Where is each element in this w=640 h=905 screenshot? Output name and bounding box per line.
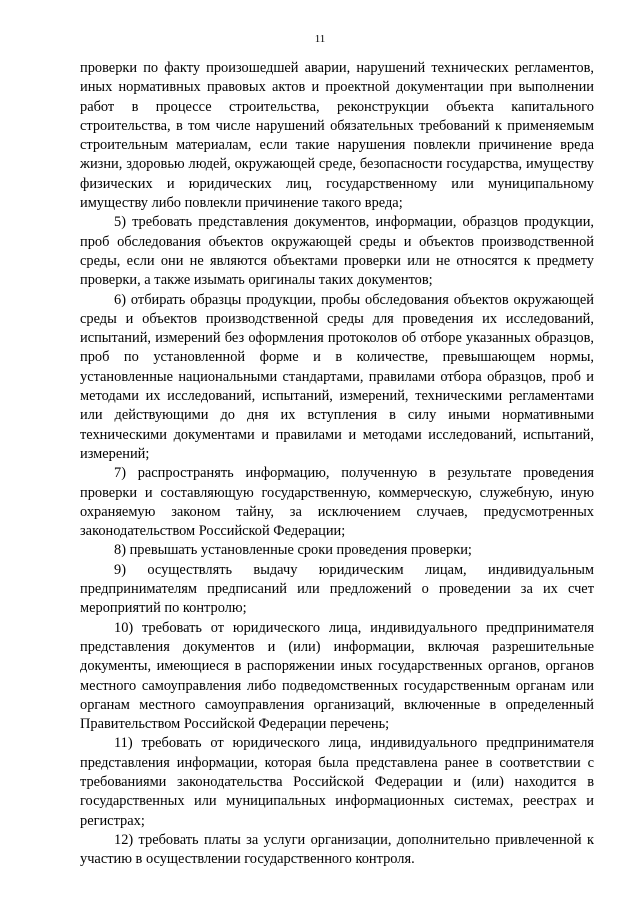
list-item-8: 8) превышать установленные сроки проведения проверки; <box>114 542 472 559</box>
document-body <box>80 59 594 869</box>
list-item-11: 11) требовать от юридического лица, индивидуального предпринимателя представления информации, которая была представлена ранее в соответствии с требованиями законодательства Российской Федерации и (или) находится в государственных или муниципальных информационных системах, реестрах и регистрах; <box>80 735 594 829</box>
page-number: 11 <box>314 33 326 45</box>
list-item-12: 12) требовать платы за услуги организации, дополнительно привлеченной к участию в осуществлении государственного контроля. <box>80 831 594 868</box>
list-item-5: 5) требовать представления документов, информации, образцов продукции, проб обследования объектов окружающей среды и объектов производственной среды, если они не являются объектами проверки или не относятся к предмету проверки, а также изымать оригиналы таких документов; <box>80 214 594 289</box>
list-item-10: 10) требовать от юридического лица, индивидуального предпринимателя представления документов и (или) информации, включая разрешительные документы, имеющиеся в распоряжении иных государственных органов, органов местного самоуправления либо подведомственных государственным органам или органам местного самоуправления организаций, включенные в определенный Правительством Российской Федерации перечень; <box>80 619 594 733</box>
list-item-6: 6) отбирать образцы продукции, пробы обследования объектов окружающей среды и объектов производственной среды для проведения их исследований, испытаний, измерений без оформления протоколов об отборе указанных образцов, проб по установленной форме и в количестве, превышающем нормы, установленные национальными стандартами, правилами отбора образцов, проб и методами их исследований, испытаний, измерений, техническими регламентами или действующими до дня их вступления в силу иными нормативными техническими документами и правилами и методами исследований, испытаний, измерений; <box>80 291 594 462</box>
list-item-7: 7) распространять информацию, полученную в результате проведения проверки и составляющую государственную, коммерческую, служебную, иную охраняемую законом тайну, за исключением случаев, предусмотренных законодательством Российской Федерации; <box>80 465 594 540</box>
list-item-9: 9) осуществлять выдачу юридическим лицам, индивидуальным предпринимателям предписаний или предложений о проведении за их счет мероприятий по контролю; <box>80 561 594 617</box>
paragraph-continuation: проверки по факту произошедшей аварии, нарушений технических регламентов, иных нормативных правовых актов и проектной документации при выполнении работ в процессе строительства, реконструкции объекта капитального строительства, в том числе нарушений обязательных требований к применяемым строительным материалам, если такие нарушения повлекли причинение вреда жизни, здоровью людей, окружающей среде, безопасности государства, имуществу физических и юридических лиц, государственному или муниципальному имуществу либо повлекли причинение такого вреда; <box>80 60 594 212</box>
